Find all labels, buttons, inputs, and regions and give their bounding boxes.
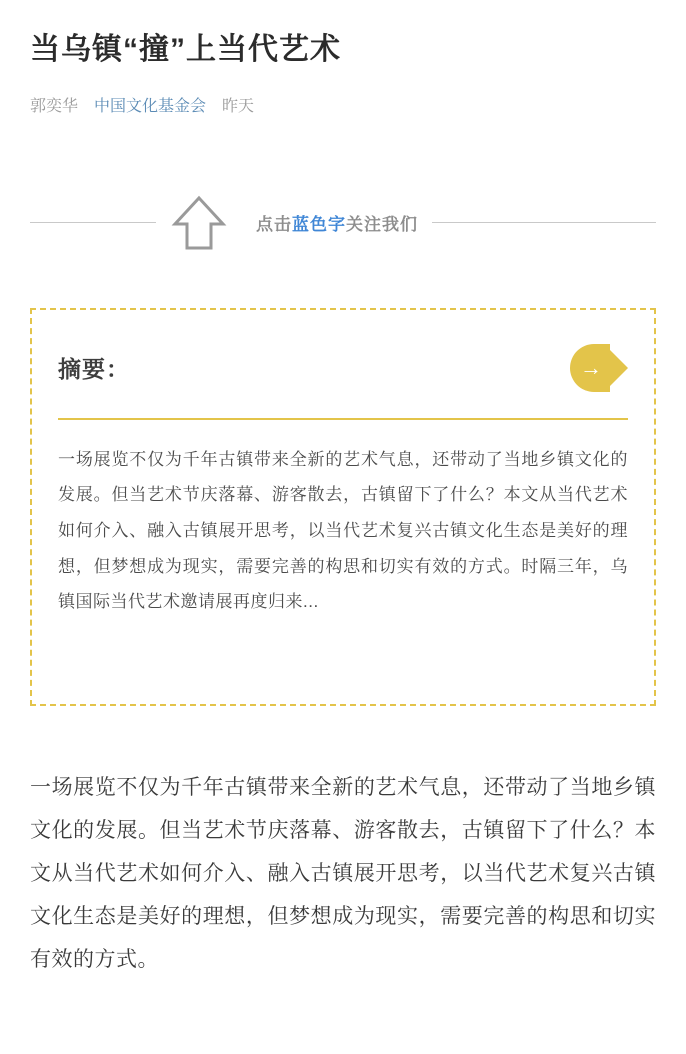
article-author: 郭奕华 [30,97,79,115]
follow-banner [30,194,656,252]
follow-text-highlight: 蓝色字 [292,215,346,234]
follow-text [242,210,432,235]
summary-card [30,308,656,706]
article-meta [30,93,656,116]
summary-label: 摘要： [58,356,130,382]
page-title: 当乌镇“撞”上当代艺术 [30,33,341,66]
follow-text-part1: 点击 [256,215,292,234]
article-time: 昨天 [222,97,255,115]
arrow-right-glyph: → [580,354,602,380]
arrow-up-icon [156,194,242,252]
summary-text: 一场展览不仅为千年古镇带来全新的艺术气息，还带动了当地乡镇文化的发展。但当艺术节庆落幕、游客散去，古镇留下了什么？本文从当代艺术如何介入、融入古镇展开思考，以当代艺术复兴古镇文化生态是美好的理想，但梦想成为现实，需要完善的构思和切实有效的方式。时隔三年，乌镇国际当代艺术邀请展再度归来... [58,449,628,612]
divider-right [432,222,656,223]
article-paragraph: 一场展览不仅为千年古镇带来全新的艺术气息，还带动了当地乡镇文化的发展。但当艺术节庆落幕、游客散去，古镇留下了什么？本文从当代艺术如何介入、融入古镇展开思考，以当代艺术复兴古镇文化生态是美好的理想，但梦想成为现实，需要完善的构思和切实有效的方式。 [30,775,656,971]
arrow-right-icon [570,344,628,392]
divider-left [30,222,156,223]
summary-header [58,344,628,392]
article-account-link[interactable]: 中国文化基金会 [94,97,207,115]
follow-text-part2: 关注我们 [346,215,418,234]
summary-divider [58,418,628,420]
